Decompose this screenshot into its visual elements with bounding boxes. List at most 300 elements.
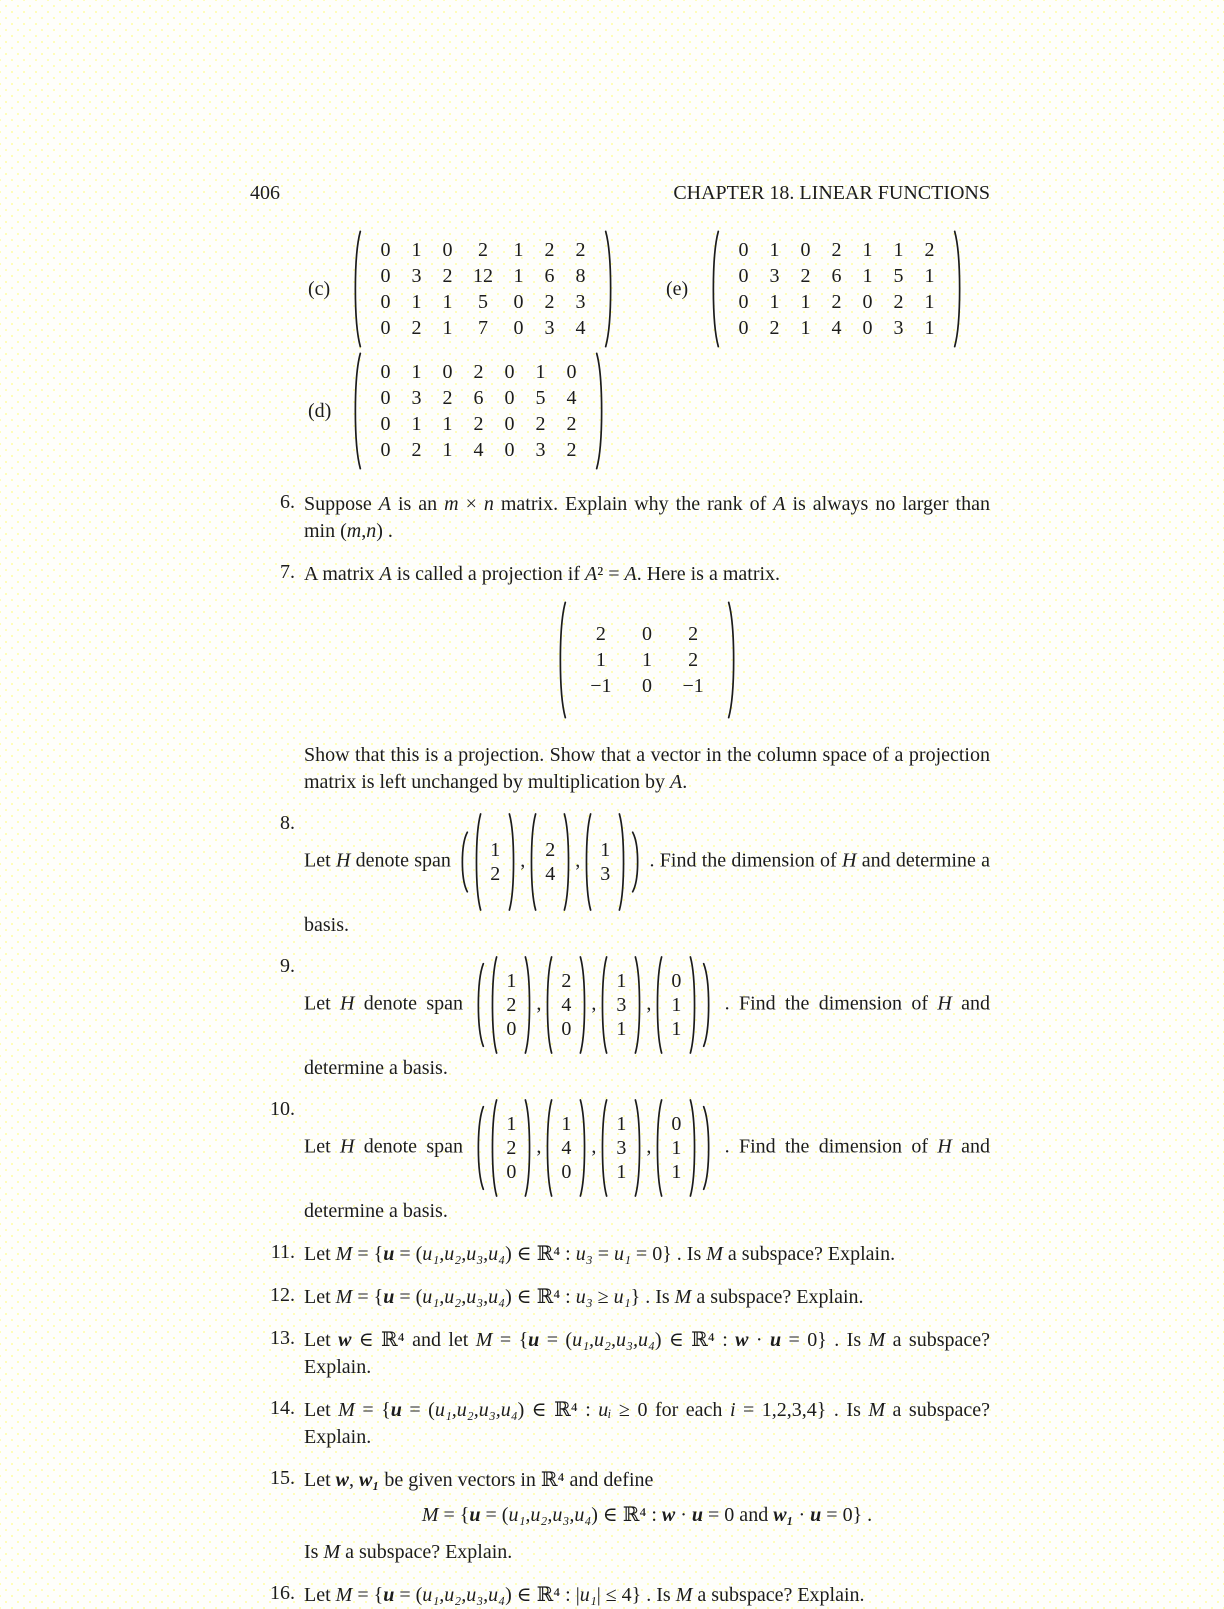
column-vector: [527, 812, 573, 912]
text-run: ≥: [592, 1286, 614, 1308]
vector-entry: 1: [616, 970, 627, 992]
math-run: M: [675, 1584, 693, 1606]
matrix-cell: 6: [831, 265, 842, 287]
vector-entry: 1: [490, 839, 501, 861]
matrix-cell: 1: [442, 439, 453, 461]
math-run: m: [346, 520, 362, 542]
paren-left-icon: [708, 229, 720, 349]
text-run: . Find the dimension of: [715, 992, 938, 1015]
text-run: ≥ 0 for each: [611, 1399, 730, 1421]
matrix-cell: 2: [688, 649, 699, 671]
matrix-cell: −1: [682, 675, 704, 697]
matrix-cell: 0: [800, 239, 811, 261]
text-run: ×: [458, 493, 484, 515]
problem-text: [304, 491, 990, 545]
paren-right-icon: [508, 812, 518, 912]
chapter-header: CHAPTER 18. LINEAR FUNCTIONS: [673, 182, 990, 204]
paren-right-icon: [524, 1098, 534, 1198]
matrix-cell: 0: [504, 439, 515, 461]
vector-entry: 1: [616, 1018, 627, 1040]
matrix-cell: 2: [478, 239, 488, 261]
text-run: ,: [591, 992, 597, 1015]
math-run: H: [339, 1135, 355, 1158]
vector-entry: 0: [561, 1161, 572, 1183]
problem-number: 6.: [280, 491, 295, 513]
text-run: ·: [675, 1504, 692, 1526]
vector-entry: 1: [671, 1161, 682, 1183]
vector-entry: 0: [671, 1113, 682, 1135]
problem-7-matrix-wrap: [304, 600, 990, 728]
text-run: ∈ ℝ⁴ and let: [351, 1329, 476, 1351]
column-vector: [488, 1098, 534, 1198]
text-run: ) .: [376, 520, 393, 542]
paren-left-icon: [543, 1098, 553, 1198]
paren-right-icon: [579, 1098, 589, 1198]
matrix-cell: 4: [566, 387, 577, 409]
math-run: w₁: [773, 1504, 794, 1526]
text-run: = 1,2,3,4} . Is: [735, 1399, 869, 1421]
vector-entry: 0: [561, 1018, 572, 1040]
text-run: = {: [352, 1243, 384, 1265]
math-run: u₁: [579, 1584, 597, 1606]
vector-entry: 0: [506, 1161, 517, 1183]
math-run: H: [937, 992, 952, 1015]
matrix-e: [708, 229, 965, 349]
matrix-cell: 0: [566, 361, 577, 383]
matrix-c-item: [308, 229, 616, 349]
matrix-cell: 3: [411, 387, 422, 409]
problem-number: 13.: [270, 1327, 295, 1349]
outer-paren-l-icon: [473, 1105, 485, 1191]
text-run: = (: [539, 1329, 573, 1351]
paren-left-icon: [653, 955, 663, 1055]
math-run: u₁,u₂,u₃,u₄: [422, 1243, 506, 1265]
text-run: . Find the dimension of: [715, 1135, 938, 1158]
matrix-cell: 1: [595, 649, 606, 671]
text-run: denote span: [350, 849, 457, 872]
column-vector: [598, 955, 644, 1055]
vector-entry: 0: [671, 970, 682, 992]
matrix-c-label: (c): [308, 277, 331, 300]
text-run: a subspace? Explain.: [691, 1286, 864, 1308]
problem-number: 14.: [270, 1397, 295, 1419]
text-run: Let: [304, 1399, 339, 1421]
paren-right-icon: [727, 600, 739, 720]
matrix-cell: 1: [924, 265, 935, 287]
text-run: and determine a basis.: [304, 1135, 990, 1222]
column-vector: [653, 1098, 699, 1198]
matrix-cell: 1: [513, 265, 524, 287]
matrix-answers-area: [308, 229, 990, 471]
vector-entry: 0: [506, 1018, 517, 1040]
matrix-cell: 4: [575, 317, 586, 339]
math-run: u₁: [613, 1286, 631, 1308]
matrix-cell: 1: [411, 291, 422, 313]
matrix-cell: 5: [478, 291, 488, 313]
paren-right-icon: [953, 229, 965, 349]
math-run: M: [323, 1541, 341, 1563]
vector-entry: 3: [616, 994, 627, 1016]
text-run: = 0} . Is: [781, 1329, 869, 1351]
problem-6: [250, 491, 990, 545]
math-run: M: [868, 1399, 886, 1421]
paren-left-icon: [457, 831, 469, 893]
paren-right-icon: [595, 351, 607, 471]
math-run: M: [421, 1504, 439, 1526]
vector-entry: 1: [616, 1113, 627, 1135]
vector-entry: 4: [561, 1137, 572, 1159]
matrix-cell: 6: [473, 387, 484, 409]
text-run: a subspace? Explain.: [340, 1541, 513, 1563]
projection-matrix: [555, 600, 739, 720]
vector-entry: 1: [671, 1018, 682, 1040]
outer-paren-l-icon: [457, 831, 469, 893]
math-run: M: [475, 1329, 493, 1351]
problem-text: [304, 561, 990, 796]
paren-left-icon: [350, 351, 362, 471]
problem-text: [304, 1582, 990, 1609]
matrix-cell: 1: [642, 649, 652, 671]
text-run: a subspace? Explain.: [722, 1243, 896, 1265]
text-run: | ≤ 4} . Is: [596, 1584, 676, 1606]
math-run: n: [366, 520, 377, 542]
math-run: u: [770, 1329, 782, 1351]
math-run: u: [810, 1504, 822, 1526]
text-run: } . Is: [630, 1286, 675, 1308]
matrix-cell: 12: [473, 265, 493, 287]
problem-8: [250, 812, 990, 939]
text-run: = (: [480, 1504, 509, 1526]
paren-left-icon: [582, 812, 592, 912]
matrix-cell: 3: [411, 265, 422, 287]
math-run: u₃: [575, 1243, 593, 1265]
matrix-cell: 0: [380, 239, 391, 261]
vector-entry: 1: [506, 970, 517, 992]
problem-text: [304, 1397, 990, 1451]
matrix-cell: 0: [442, 239, 453, 261]
matrix-cell: 0: [380, 387, 391, 409]
matrix-cell: 0: [442, 361, 453, 383]
text-run: = (: [394, 1584, 423, 1606]
paren-right-icon: [702, 1105, 714, 1191]
math-run: u₃: [575, 1286, 593, 1308]
text-run: denote span: [354, 992, 473, 1015]
vector-entry: 2: [490, 863, 501, 885]
matrix-cell: 5: [535, 387, 546, 409]
math-run: u: [390, 1399, 402, 1421]
matrix-d-label: (d): [308, 399, 332, 422]
paren-left-icon: [527, 812, 537, 912]
vector-entry: 1: [671, 1137, 682, 1159]
vector-entry: 2: [506, 994, 517, 1016]
matrix-cell: 0: [642, 675, 652, 697]
matrix-cell: 2: [924, 239, 935, 261]
matrix-cell: 0: [513, 317, 524, 339]
text-run: ) ∈ ℝ⁴ :: [505, 1243, 576, 1265]
matrix-cell: 2: [800, 265, 811, 287]
paren-left-icon: [488, 1098, 498, 1198]
paren-left-icon: [555, 600, 567, 720]
matrix-cell: 2: [575, 239, 586, 261]
matrix-cell: 0: [380, 439, 391, 461]
text-run: Let: [304, 992, 340, 1015]
text-run: Let: [304, 1286, 336, 1308]
matrix-grid: [720, 233, 953, 345]
paren-left-icon: [473, 1105, 485, 1191]
text-run: is called a projection if: [391, 563, 586, 585]
problem-11: [250, 1241, 990, 1268]
matrix-cell: 0: [738, 291, 749, 313]
matrix-cell: 1: [893, 239, 904, 261]
math-run: u₁,u₂,u₃,u₄: [434, 1399, 518, 1421]
text-run: . Here is a matrix.: [636, 563, 781, 585]
problem-15-outro: [304, 1539, 990, 1566]
matrix-cell: 6: [544, 265, 555, 287]
matrix-cell: 1: [862, 265, 873, 287]
text-run: .: [682, 771, 688, 793]
text-run: ) ∈ ℝ⁴ :: [654, 1329, 736, 1351]
problem-15-display-equation: [304, 1502, 990, 1529]
math-run: i: [729, 1399, 736, 1421]
text-run: = (: [394, 1243, 423, 1265]
text-run: ) ∈ ℝ⁴ : |: [505, 1584, 580, 1606]
paren-right-icon: [604, 229, 616, 349]
vector-entry: 1: [671, 994, 682, 1016]
math-run: M: [706, 1243, 723, 1265]
math-run: M: [338, 1399, 355, 1421]
matrix-cell: 1: [535, 361, 546, 383]
problem-7-intro: [304, 561, 990, 588]
matrix-cell: 0: [504, 361, 515, 383]
matrix-cell: 1: [442, 413, 453, 435]
problem-15: [250, 1467, 990, 1566]
problem-9: [250, 955, 990, 1082]
problem-text: [304, 1241, 990, 1268]
matrix-cell: 3: [535, 439, 546, 461]
math-run: H: [335, 849, 351, 872]
matrix-cell: 2: [473, 413, 484, 435]
matrix-cell: 1: [442, 317, 453, 339]
vector-entry: 1: [506, 1113, 517, 1135]
text-run: and determine a basis.: [304, 992, 990, 1079]
text-run: = 0 and: [703, 1504, 774, 1526]
paren-right-icon: [563, 812, 573, 912]
text-run: Is: [304, 1541, 324, 1563]
problem-number: 12.: [270, 1284, 295, 1306]
paren-left-icon: [350, 229, 362, 349]
matrix-cell: 3: [544, 317, 555, 339]
matrix-cell: 0: [738, 239, 749, 261]
vector-entry: 3: [616, 1137, 627, 1159]
problem-text: [304, 812, 990, 939]
outer-paren-l-icon: [473, 962, 485, 1048]
paren-left-icon: [598, 1098, 608, 1198]
page-header: [250, 182, 990, 205]
matrix-c: [350, 229, 616, 349]
matrix-cell: 0: [504, 387, 515, 409]
matrix-cell: 7: [478, 317, 488, 339]
matrix-cell: 2: [831, 291, 842, 313]
problem-text: [304, 1327, 990, 1381]
text-run: be given vectors in ℝ⁴ and define: [379, 1469, 654, 1491]
problem-number: 16.: [270, 1582, 295, 1604]
problem-text: [304, 1467, 990, 1566]
matrix-cell: 1: [769, 291, 780, 313]
text-run: a subspace? Explain.: [692, 1584, 865, 1606]
problem-16: [250, 1582, 990, 1609]
outer-paren-r-icon: [702, 1105, 714, 1191]
paren-left-icon: [488, 955, 498, 1055]
matrix-cell: 4: [831, 317, 842, 339]
matrix-row-2: [308, 351, 990, 471]
matrix-cell: 1: [924, 291, 935, 313]
matrix-e-item: [666, 229, 965, 349]
problem-number: 15.: [270, 1467, 295, 1489]
math-run: A: [670, 771, 683, 793]
paren-right-icon: [702, 962, 714, 1048]
matrix-cell: 2: [473, 361, 484, 383]
matrix-cell: 2: [442, 265, 453, 287]
problem-14: [250, 1397, 990, 1451]
matrix-cell: 3: [893, 317, 904, 339]
paren-right-icon: [524, 955, 534, 1055]
text-run: ·: [748, 1329, 771, 1351]
paren-left-icon: [543, 955, 553, 1055]
vector-entry: 1: [600, 839, 611, 861]
vector-entry: 2: [561, 970, 572, 992]
vector-entry: 2: [506, 1137, 517, 1159]
text-run: = {: [438, 1504, 470, 1526]
problem-number: 9.: [280, 955, 295, 977]
matrix-cell: 4: [473, 439, 484, 461]
math-run: u: [383, 1286, 395, 1308]
paren-left-icon: [472, 812, 482, 912]
matrix-cell: 0: [513, 291, 524, 313]
text-run: ) ∈ ℝ⁴ :: [591, 1504, 662, 1526]
text-run: Let: [304, 1584, 336, 1606]
math-run: w: [338, 1329, 352, 1351]
problem-text: [304, 1284, 990, 1311]
math-run: A: [379, 563, 392, 585]
text-run: Let: [304, 849, 336, 872]
matrix-cell: 2: [535, 413, 546, 435]
problem-number: 7.: [280, 561, 295, 583]
problem-15-intro: [304, 1467, 990, 1494]
matrix-cell: 0: [380, 265, 391, 287]
column-vector: [543, 955, 589, 1055]
column-vector: [653, 955, 699, 1055]
paren-right-icon: [618, 812, 628, 912]
matrix-cell: 2: [595, 623, 606, 645]
matrix-cell: 3: [769, 265, 780, 287]
problem-13: [250, 1327, 990, 1381]
matrix-cell: 1: [411, 413, 422, 435]
matrix-d-item: [308, 351, 607, 471]
text-run: ,: [646, 1135, 652, 1158]
problem-number: 10.: [270, 1098, 295, 1120]
matrix-cell: 1: [800, 291, 811, 313]
math-run: m: [444, 493, 459, 515]
matrix-cell: 2: [411, 317, 422, 339]
matrix-cell: 8: [575, 265, 586, 287]
text-run: ,: [591, 1135, 597, 1158]
matrix-cell: 2: [411, 439, 422, 461]
paren-right-icon: [634, 955, 644, 1055]
math-run: w: [661, 1504, 676, 1526]
text-run: = {: [492, 1329, 529, 1351]
text-run: Let: [304, 1243, 336, 1265]
vector-entry: 4: [561, 994, 572, 1016]
text-run: matrix. Explain why the rank of: [493, 493, 774, 515]
text-run: ,: [520, 849, 526, 872]
paren-left-icon: [653, 1098, 663, 1198]
matrix-cell: 2: [769, 317, 780, 339]
text-run: Let: [304, 1135, 340, 1158]
math-run: u₁,u₂,u₃,u₄: [508, 1504, 592, 1526]
matrix-cell: 0: [380, 361, 391, 383]
problem-10: [250, 1098, 990, 1225]
vector-entry: 4: [545, 863, 556, 885]
math-run: w: [735, 1329, 749, 1351]
text-run: Show that this is a projection. Show that a vector in the column space of a projection matrix is left unchanged by multiplication by: [304, 744, 990, 793]
math-run: uᵢ: [598, 1399, 612, 1421]
text-run: Suppose: [304, 493, 379, 515]
math-run: u₁,u₂,u₃,u₄: [572, 1329, 655, 1351]
paren-right-icon: [579, 955, 589, 1055]
vector-entry: 1: [616, 1161, 627, 1183]
math-run: A: [378, 493, 391, 515]
matrix-cell: 1: [411, 361, 422, 383]
paren-right-icon: [689, 955, 699, 1055]
math-run: u: [383, 1584, 395, 1606]
matrix-cell: 3: [575, 291, 586, 313]
matrix-cell: 0: [380, 291, 391, 313]
problem-number: 11.: [270, 1241, 295, 1263]
matrix-e-label: (e): [666, 277, 689, 300]
text-run: denote span: [354, 1135, 473, 1158]
matrix-cell: 0: [738, 265, 749, 287]
matrix-cell: 0: [380, 317, 391, 339]
text-run: ,: [536, 1135, 542, 1158]
paren-right-icon: [631, 831, 643, 893]
column-vector: [488, 955, 534, 1055]
text-run: ,: [575, 849, 581, 872]
matrix-cell: 1: [862, 239, 873, 261]
math-run: M: [868, 1329, 886, 1351]
problem-7: [250, 561, 990, 796]
column-vector: [543, 1098, 589, 1198]
text-run: ,: [349, 1469, 359, 1491]
matrix-grid: [567, 617, 727, 703]
text-run: Let: [304, 1469, 336, 1491]
math-run: u₁,u₂,u₃,u₄: [422, 1286, 506, 1308]
math-run: u: [691, 1504, 704, 1526]
math-run: A: [773, 493, 786, 515]
column-vector: [582, 812, 628, 912]
matrix-cell: 0: [862, 317, 873, 339]
text-run: ) ∈ ℝ⁴ :: [517, 1399, 599, 1421]
text-run: = {: [352, 1286, 384, 1308]
matrix-row-1: [308, 229, 990, 349]
math-run: M: [335, 1243, 353, 1265]
math-run: u: [383, 1243, 395, 1265]
page-number: 406: [250, 182, 280, 204]
text-run: and determine a basis.: [304, 849, 990, 936]
text-run: is an: [391, 493, 445, 515]
text-run: a subspace? Explain.: [304, 1329, 991, 1378]
math-run: u: [528, 1329, 540, 1351]
text-run: = {: [352, 1584, 384, 1606]
